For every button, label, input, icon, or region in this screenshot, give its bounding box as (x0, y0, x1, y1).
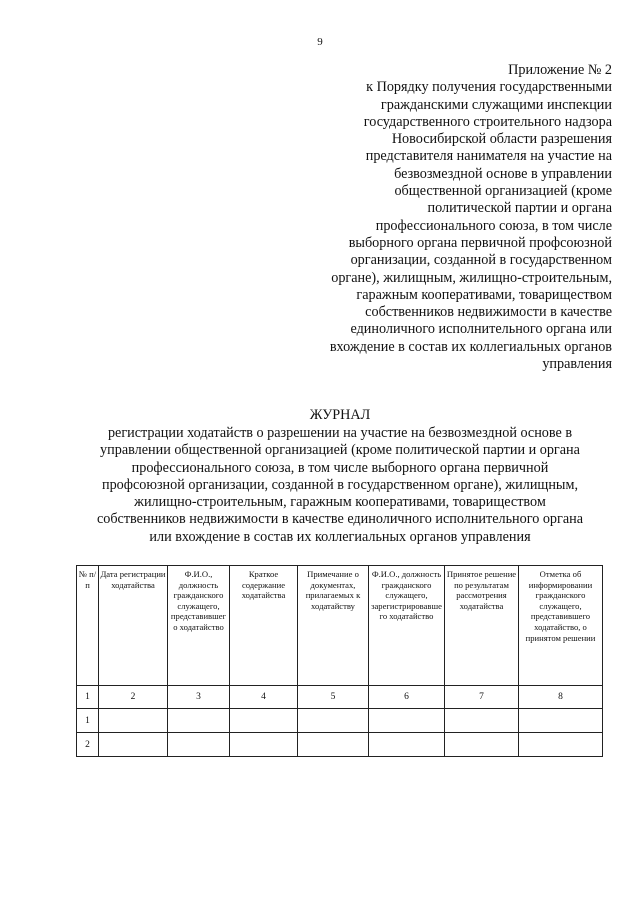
table-cell (99, 709, 168, 733)
appendix-line: представителя нанимателя на участие на (365, 148, 612, 165)
table-cell (230, 733, 298, 757)
table-cell (298, 733, 369, 757)
appendix-line: безвозмездной основе в управлении (394, 165, 612, 182)
column-header: Ф.И.О., должность гражданского служащего, представившего ходатайство (168, 566, 230, 686)
table-row (77, 709, 603, 733)
appendix-line: государственного строительного надзора (363, 113, 612, 130)
appendix-line: организации, созданной в государственном (350, 252, 612, 269)
table-cell (519, 709, 603, 733)
journal-subtitle-line: профсоюзной организации, созданной в государственном органе), жилищным, (101, 476, 578, 493)
table-cell (445, 709, 519, 733)
journal-subtitle-line: управлении общественной организацией (кроме политической партии и органа (100, 442, 580, 459)
column-header: Отметка об информировании гражданского служащего, представившего ходатайство, о принятом решении (519, 566, 603, 686)
appendix-line: гаражным кооперативами, товариществом (356, 286, 612, 303)
column-header: Принятое решение по результатам рассмотрения ходатайства (445, 566, 519, 686)
journal-subtitle (0, 425, 640, 546)
column-number: 2 (99, 686, 168, 709)
column-number: 7 (445, 686, 519, 709)
registration-table (76, 565, 603, 757)
appendix-line: Новосибирской области разрешения (391, 131, 612, 148)
table-cell: 2 (77, 733, 99, 757)
appendix-line: собственников недвижимости в качестве (365, 304, 612, 321)
column-number: 6 (369, 686, 445, 709)
appendix-header (282, 62, 612, 373)
column-header: Примечание о документах, прилагаемых к ходатайству (298, 566, 369, 686)
appendix-line: единоличного исполнительного органа или (350, 321, 612, 338)
table-cell (168, 709, 230, 733)
appendix-title: Приложение № 2 (508, 62, 612, 78)
journal-subtitle-line: или вхождение в состав их коллегиальных органов управления (149, 528, 531, 545)
journal-subtitle-line: собственников недвижимости в качестве единоличного исполнительного органа (96, 511, 584, 528)
journal-title: ЖУРНАЛ (309, 407, 371, 423)
page-number: 9 (317, 36, 323, 48)
table-cell (445, 733, 519, 757)
column-number: 1 (77, 686, 99, 709)
appendix-line: вхождение в состав их коллегиальных органов (329, 338, 612, 355)
column-number: 3 (168, 686, 230, 709)
appendix-line: гражданскими служащими инспекции (380, 96, 612, 113)
column-header: № п/п (77, 566, 99, 686)
column-number: 4 (230, 686, 298, 709)
column-number: 8 (519, 686, 603, 709)
appendix-line: профессионального союза, в том числе (375, 217, 612, 234)
appendix-line: политической партии и органа (427, 200, 612, 217)
appendix-line: органе), жилищным, жилищно-строительным, (331, 269, 612, 286)
journal-subtitle-line: жилищно-строительным, гаражным кооперативами, товариществом (134, 494, 546, 511)
table-cell (99, 733, 168, 757)
table-header-row (77, 566, 603, 686)
column-number-row (77, 686, 603, 709)
journal-subtitle-line: профессионального союза, в том числе выборного органа первичной (131, 459, 549, 476)
table-cell (519, 733, 603, 757)
journal-subtitle-line: регистрации ходатайств о разрешении на участие на безвозмездной основе в (107, 425, 573, 441)
table-row (77, 733, 603, 757)
table-cell (369, 733, 445, 757)
column-header: Дата регистрации ходатайства (99, 566, 168, 686)
table-cell (298, 709, 369, 733)
appendix-line: общественной организацией (кроме (394, 183, 612, 200)
column-number: 5 (298, 686, 369, 709)
column-header: Краткое содержание ходатайства (230, 566, 298, 686)
table-cell: 1 (77, 709, 99, 733)
column-header: Ф.И.О., должность гражданского служащего, зарегистрировавшего ходатайство (369, 566, 445, 686)
appendix-line: управления (542, 356, 612, 373)
table-cell (230, 709, 298, 733)
appendix-line: к Порядку получения государственными (366, 79, 612, 96)
table-cell (168, 733, 230, 757)
table-cell (369, 709, 445, 733)
appendix-line: выборного органа первичной профсоюзной (348, 234, 612, 251)
